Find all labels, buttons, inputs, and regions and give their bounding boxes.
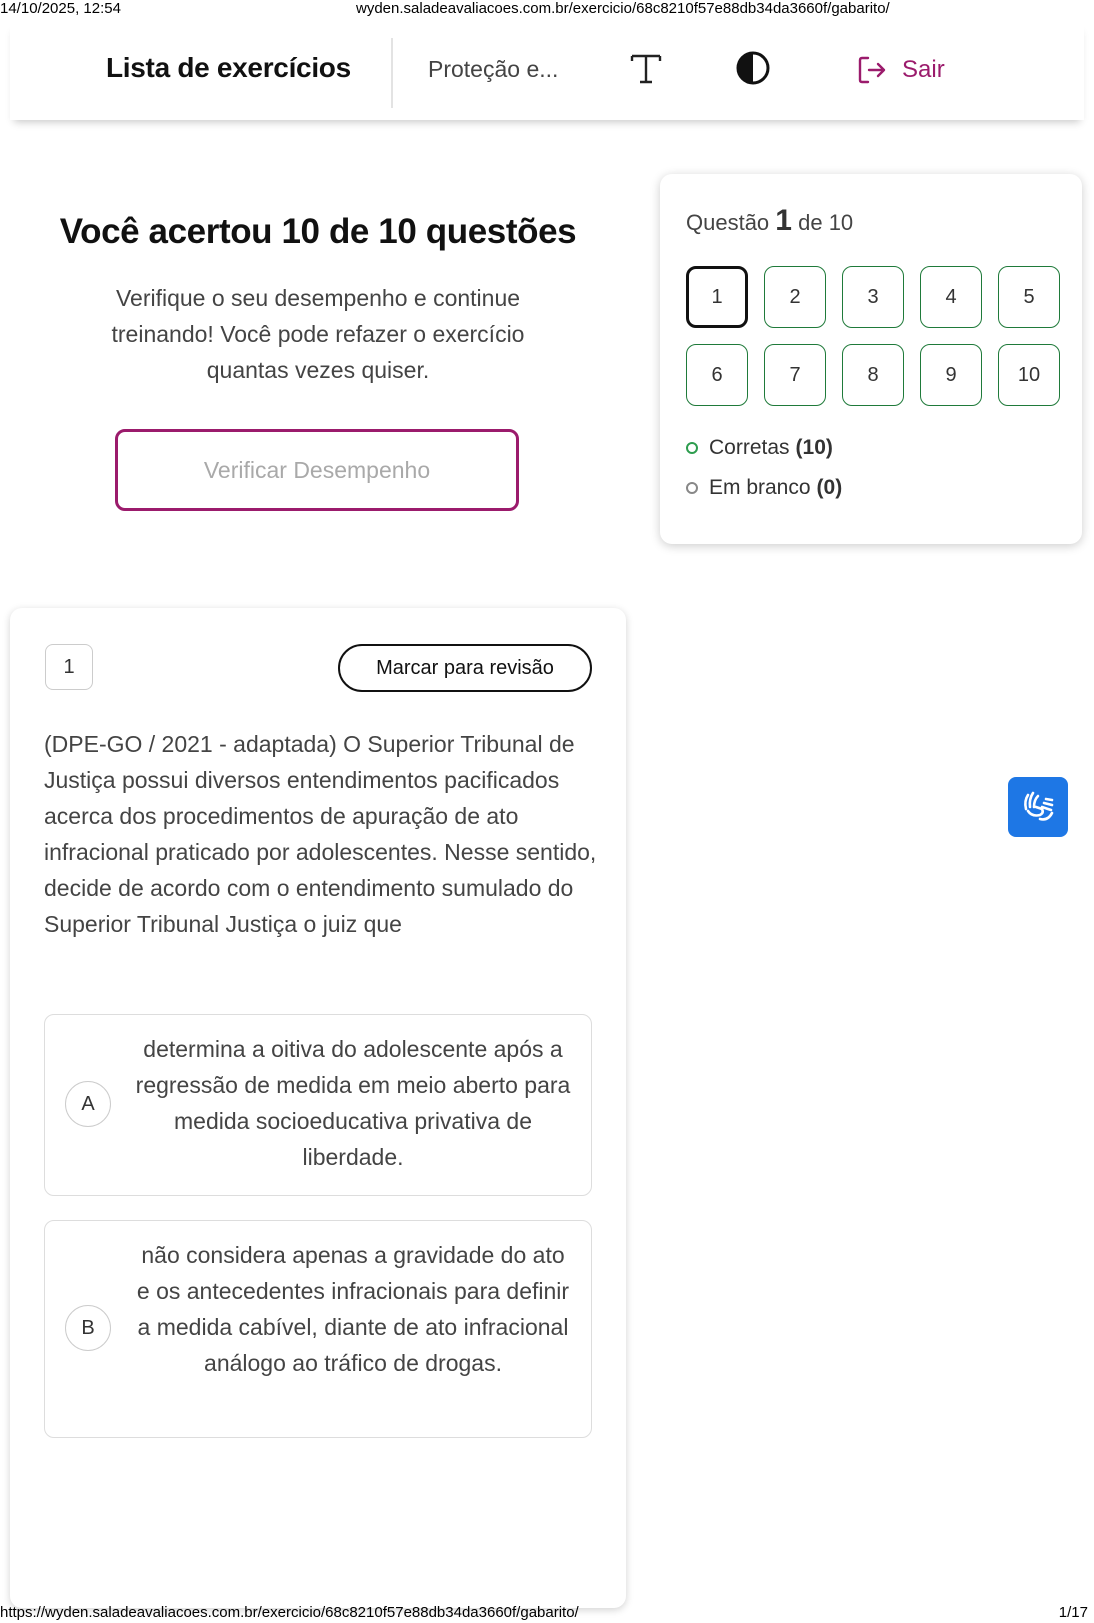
- correct-dot-icon: [686, 442, 698, 454]
- print-footer: [0, 1604, 1094, 1622]
- contrast-icon[interactable]: [736, 51, 770, 85]
- question-card: [10, 608, 626, 1608]
- option-a[interactable]: [44, 1014, 592, 1196]
- question-number: 1: [45, 644, 93, 690]
- exercise-title: Proteção e...: [428, 56, 559, 82]
- question-button-5[interactable]: 5: [998, 266, 1060, 328]
- question-button-8[interactable]: 8: [842, 344, 904, 406]
- question-button-4[interactable]: 4: [920, 266, 982, 328]
- result-summary: [30, 212, 606, 388]
- option-letter: B: [65, 1305, 111, 1351]
- mark-for-review-button[interactable]: Marcar para revisão: [338, 644, 592, 692]
- question-button-6[interactable]: 6: [686, 344, 748, 406]
- print-header: [0, 0, 1094, 18]
- question-indicator: [686, 204, 853, 238]
- question-button-3[interactable]: 3: [842, 266, 904, 328]
- print-datetime: 14/10/2025, 12:54: [0, 0, 121, 17]
- blank-dot-icon: [686, 482, 698, 494]
- question-button-9[interactable]: 9: [920, 344, 982, 406]
- option-b[interactable]: [44, 1220, 592, 1438]
- header-divider: [391, 38, 393, 108]
- question-indicator-current: 1: [775, 204, 792, 237]
- option-text: determina a oitiva do adolescente após a regressão de medida em meio aberto para medida socioeducativa privativa de liberdade.: [135, 1036, 571, 1170]
- navigator-legend: [686, 428, 842, 508]
- legend-blank: [686, 468, 842, 508]
- logout-label: Sair: [902, 56, 945, 83]
- legend-blank-count: (0): [816, 476, 843, 499]
- check-performance-button[interactable]: Verificar Desempenho: [115, 429, 519, 511]
- question-indicator-suffix: de 10: [798, 210, 854, 235]
- legend-blank-label: Em branco: [709, 476, 811, 499]
- legend-correct-count: (10): [795, 436, 833, 459]
- question-button-2[interactable]: 2: [764, 266, 826, 328]
- logout-icon: [856, 54, 888, 86]
- print-page-number: 1/17: [1058, 1604, 1088, 1621]
- option-text: não considera apenas a gravidade do ato e os antecedentes infracionais para definir a medida cabível, diante de ato infracional análogo ao tráfico de drogas.: [136, 1242, 570, 1376]
- logout-button[interactable]: [856, 50, 945, 90]
- question-button-10[interactable]: 10: [998, 344, 1060, 406]
- question-text: (DPE-GO / 2021 - adaptada) O Superior Tribunal de Justiça possui diversos entendimentos pacificados acerca dos procedimentos de apuração de ato infracional praticado por adolescentes. Nesse sentido, decide de acordo com o entendimento sumulado do Superior Tribunal Justiça o juiz que: [44, 731, 597, 937]
- question-indicator-prefix: Questão: [686, 210, 770, 235]
- sign-language-button[interactable]: [1008, 777, 1068, 837]
- question-button-1[interactable]: 1: [686, 266, 748, 328]
- legend-correct-label: Corretas: [709, 436, 790, 459]
- option-letter: A: [65, 1081, 111, 1127]
- question-grid: [686, 266, 1066, 406]
- result-title: Você acertou 10 de 10 questões: [59, 212, 577, 251]
- app-title: Lista de exercícios: [106, 52, 351, 83]
- top-bar: [10, 22, 1084, 120]
- question-button-7[interactable]: 7: [764, 344, 826, 406]
- print-footer-url: https://wyden.saladeavaliacoes.com.br/exercicio/68c8210f57e88db34da3660f/gabarito/: [0, 1604, 579, 1621]
- sign-language-icon: [1018, 787, 1058, 827]
- result-description: Verifique o seu desempenho e continue treinando! Você pode refazer o exercício quantas vezes quiser.: [111, 285, 525, 383]
- question-navigator: [660, 174, 1082, 544]
- legend-correct: [686, 428, 842, 468]
- print-url: wyden.saladeavaliacoes.com.br/exercicio/68c8210f57e88db34da3660f/gabarito/: [356, 0, 890, 17]
- font-size-icon[interactable]: [628, 50, 664, 86]
